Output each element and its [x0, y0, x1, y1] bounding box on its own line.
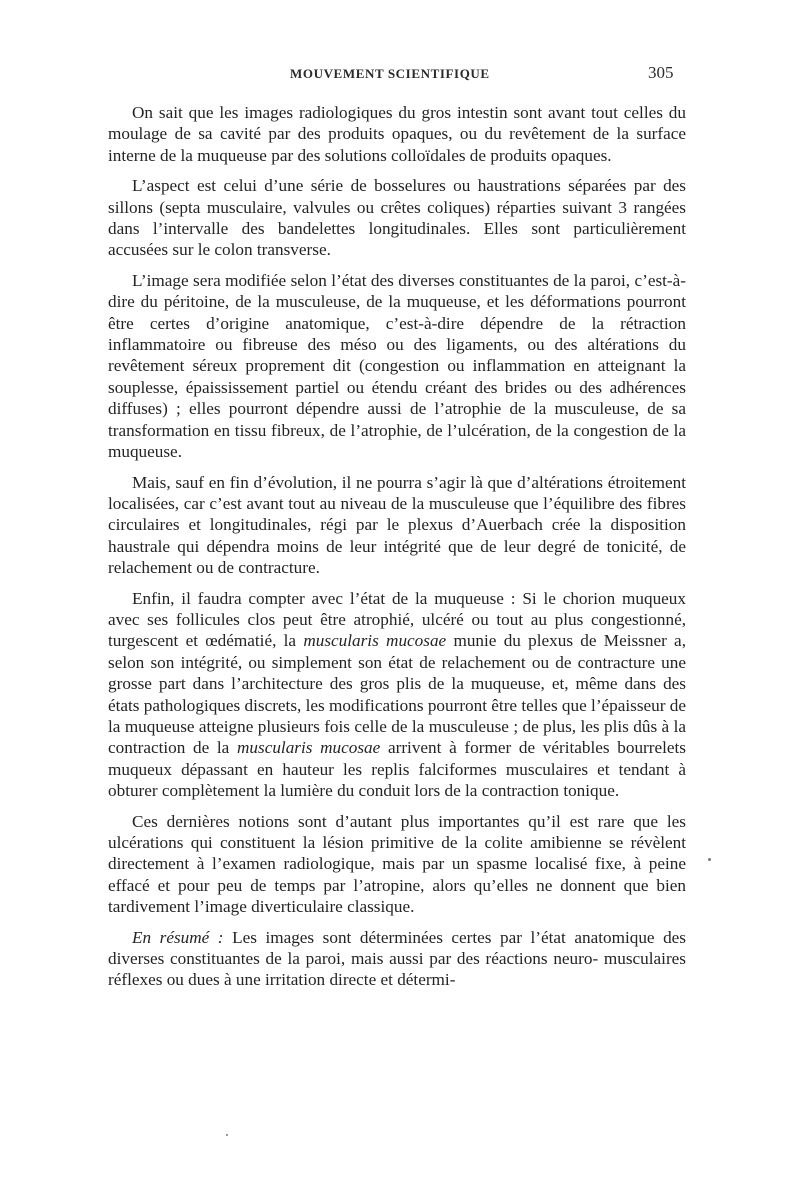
running-title: MOUVEMENT SCIENTIFIQUE — [290, 66, 490, 81]
paragraph-5-text-1: Enfin, il faudra compter avec l’état de la muqueuse : Si le chorion muqueux avec ses follicules clos peut être atrophié, ulcéré ou tout au plus congestionné, turgescent et œdématié, la — [108, 588, 686, 651]
body-text — [108, 102, 686, 991]
paragraph-5 — [108, 588, 686, 802]
paragraph-7 — [108, 927, 686, 991]
page-number: 305 — [648, 63, 674, 82]
paragraph-1: On sait que les images radiologiques du gros intestin sont avant tout celles du moulage de sa cavité par des produits opaques, ou du revêtement de la surface interne de la muqueuse par des solutions colloïdales de produits opaques. — [108, 103, 686, 165]
running-header — [0, 63, 800, 90]
paragraph-5-italic-term-1: muscularis mucosae — [303, 631, 447, 651]
paragraph-5-text-3: arrivent à former de véritables bourrelets muqueux dépassant en hauteur les replis falciformes musculaires et tendant à obturer complètement la lumière du conduit lors de la contraction tonique. — [108, 738, 686, 801]
paragraph-5-text-2: munie du plexus de Meissner a, selon son intégrité, ou simplement son état de relachement ou de contracture une grosse part dans l’architecture des gros plis de la muqueuse, et, même dans des états pathologiques discrets, les modifications pourront être telles que l’épaisseur de la muqueuse atteigne plusieurs fois celle de la musculeuse ; de plus, les plis dûs à la contraction de la — [108, 631, 687, 758]
paragraph-3: L’image sera modifiée selon l’état des diverses constituantes de la paroi, c’est-à-dire du péritoine, de la musculeuse, de la muqueuse, et les déformations pourront être certes d’origine anatomique, c’est-à-dire dépendre de la rétraction inflammatoire ou fibreuse des méso ou des ligaments, ou des altérations du revêtement séreux proprement dit (congestion ou inflammation en atteignant la souplesse, épaississement partiel ou étendu créant des brides ou des adhérences diffuses) ; elles pourront dépendre aussi de l’atrophie de la musculeuse, de sa transformation en tissu fibreux, de l’atrophie, de l’ulcération, de la congestion de la muqueuse. — [108, 270, 686, 462]
paper-speck — [708, 858, 711, 861]
paragraph-7-text: Les images sont déterminées certes par l’état anatomique des diverses constituantes de la paroi, mais aussi par des réactions neuro- musculaires réflexes ou dues à une irritation directe et détermi- — [108, 927, 686, 990]
summary-lead: En résumé : — [132, 927, 224, 947]
paragraph-5-italic-term-2: muscularis mucosae — [237, 738, 381, 758]
paper-speck — [226, 1134, 228, 1136]
paragraph-6: Ces dernières notions sont d’autant plus importantes qu’il est rare que les ulcérations qui constituent la lésion primitive de la colite amibienne se révèlent directement à l’examen radiologique, mais par un spasme localisé fixe, à peine effacé et pour peu de temps par l’atropine, alors qu’elles ne donnent que bien tardivement l’image diverticulaire classique. — [108, 811, 686, 917]
paragraph-4: Mais, sauf en fin d’évolution, il ne pourra s’agir là que d’altérations étroitement localisées, car c’est avant tout au niveau de la musculeuse que l’équilibre des fibres circulaires et longitudinales, régi par le plexus d’Auerbach crée la disposition haustrale qui dépendra moins de leur intégrité que de leur degré de tonicité, de relachement ou de contracture. — [108, 472, 686, 578]
paragraph-2: L’aspect est celui d’une série de bosselures ou haustrations séparées par des sillons (septa musculaire, valvules ou crêtes coliques) réparties suivant 3 rangées dans l’intervalle des bandelettes longitudinales. Elles sont particulièrement accusées sur le colon transverse. — [108, 176, 686, 260]
